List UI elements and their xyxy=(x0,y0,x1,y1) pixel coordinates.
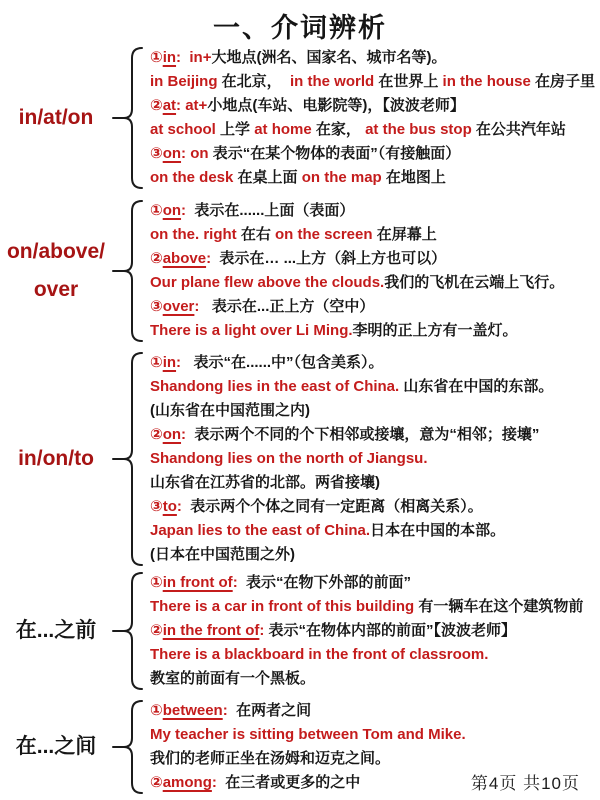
page-title: 一、介词辨析 xyxy=(213,13,387,43)
text-line xyxy=(150,247,600,271)
text-segment: 表示两个个体之同有一定距离（相离关系）。 xyxy=(190,498,483,515)
section-label xyxy=(0,199,112,343)
text-segment: 山东省在中国的东部。 xyxy=(399,378,554,395)
text-line xyxy=(150,399,600,423)
text-segment: : xyxy=(181,426,195,443)
text-segment: 李明的正上方有一盖灯。 xyxy=(352,322,518,339)
text-line xyxy=(150,619,600,643)
text-line xyxy=(150,271,600,295)
brace-column xyxy=(112,351,146,567)
text-segment: ① xyxy=(150,202,163,219)
text-line xyxy=(150,447,600,471)
text-line xyxy=(150,643,600,667)
section-brace xyxy=(112,351,146,567)
section-lines xyxy=(146,571,600,691)
text-segment: ③ xyxy=(150,298,163,315)
text-segment: My teacher is sitting between Tom and Mike. xyxy=(150,726,466,743)
keyword-underlined: on xyxy=(162,202,182,219)
text-segment: Shandong lies in the east of China. xyxy=(150,378,400,395)
text-segment: 在屏幕上 xyxy=(372,226,437,243)
text-segment: 表示“在物体内部的前面”【波波老师】 xyxy=(268,622,517,639)
section-1 xyxy=(0,199,600,343)
text-segment: at the bus stop xyxy=(365,121,472,138)
text-segment: in the world xyxy=(290,73,375,90)
text-segment: There is a car in front of this building xyxy=(150,598,419,615)
text-line xyxy=(150,295,600,319)
text-segment: 表示在… ...上方（斜上方也可以） xyxy=(219,250,447,267)
text-segment: : xyxy=(206,250,220,267)
text-segment: (山东省在中国范围之内) xyxy=(150,402,310,419)
text-segment: 在桌上面 xyxy=(233,169,302,186)
text-segment: : xyxy=(181,145,191,162)
text-segment: ② xyxy=(150,97,163,114)
text-segment: : xyxy=(194,298,212,315)
brace-column xyxy=(112,699,146,795)
text-segment: 表示在...正上方（空中） xyxy=(211,298,375,315)
text-segment: ② xyxy=(150,622,163,639)
text-line xyxy=(150,495,600,519)
text-segment: ① xyxy=(150,702,163,719)
text-segment: ② xyxy=(150,426,163,443)
text-line xyxy=(150,375,600,399)
text-segment: 上学 xyxy=(215,121,255,138)
text-segment: 表示“在......中”（包含美系）。 xyxy=(193,354,384,371)
text-segment: Japan lies to the east of China. xyxy=(150,522,371,539)
text-segment: on the. right xyxy=(150,226,237,243)
keyword-underlined: at xyxy=(162,97,177,114)
text-segment: 在三者或更多的之中 xyxy=(225,774,361,791)
text-line xyxy=(150,423,600,447)
keyword-underlined: in xyxy=(162,354,177,371)
text-segment: : xyxy=(259,622,269,639)
text-segment: : xyxy=(176,49,190,66)
keyword-underlined: above xyxy=(162,250,207,267)
text-segment: 表示“在物下外部的前面” xyxy=(246,574,412,591)
text-segment: ① xyxy=(150,354,163,371)
text-segment: 教室的前面有一个黑板。 xyxy=(150,670,316,687)
text-segment: (日本在中国范围之外) xyxy=(150,546,295,563)
keyword-underlined: in the front of xyxy=(162,622,260,639)
text-segment: : xyxy=(232,574,247,591)
text-segment: 表示“在某个物体的表面”（有接触面） xyxy=(212,145,461,162)
text-segment: ③ xyxy=(150,145,163,162)
section-brace xyxy=(112,199,146,343)
text-segment: 在地图上 xyxy=(381,169,446,186)
section-label xyxy=(0,351,112,567)
text-segment: : xyxy=(176,97,186,114)
keyword-underlined: in front of xyxy=(162,574,233,591)
text-segment: 在家， xyxy=(311,121,366,138)
text-line xyxy=(150,70,600,94)
keyword-underlined: among xyxy=(162,774,212,791)
text-segment: 日本在中国的本部。 xyxy=(370,522,506,539)
text-segment: 小地点(车站、电影院等)，【波波老师】 xyxy=(207,97,465,114)
section-label xyxy=(0,699,112,795)
text-segment: in+ xyxy=(189,49,212,66)
text-line xyxy=(150,351,600,375)
text-segment: 有一辆车在这个建筑物前 xyxy=(418,598,584,615)
text-segment: in the house xyxy=(442,73,531,90)
text-line xyxy=(150,142,600,166)
text-segment: 大地点(洲名、国家名、城市名等)。 xyxy=(211,49,447,66)
text-line xyxy=(150,519,600,543)
text-line xyxy=(150,199,600,223)
section-brace xyxy=(112,571,146,691)
text-segment: Our plane flew above the clouds. xyxy=(150,274,385,291)
section-2 xyxy=(0,351,600,567)
text-segment: on the screen xyxy=(275,226,373,243)
keyword-underlined: on xyxy=(162,145,182,162)
text-segment: ① xyxy=(150,574,163,591)
text-segment: in Beijing xyxy=(150,73,218,90)
text-segment: : xyxy=(181,202,195,219)
brace-column xyxy=(112,46,146,190)
text-segment: on xyxy=(190,145,213,162)
text-segment: 我们的老师正坐在汤姆和迈克之间。 xyxy=(150,750,391,767)
text-line xyxy=(150,699,600,723)
section-label-text: 在...之前 xyxy=(15,619,97,642)
text-segment: ① xyxy=(150,49,163,66)
section-lines xyxy=(146,351,600,567)
text-segment: : xyxy=(211,774,226,791)
text-segment: 在北京， xyxy=(217,73,291,90)
text-line xyxy=(150,46,600,70)
section-brace xyxy=(112,46,146,190)
section-3 xyxy=(0,571,600,691)
text-segment: at home xyxy=(254,121,312,138)
text-line xyxy=(150,747,600,771)
keyword-underlined: to xyxy=(162,498,177,515)
text-segment: 在公共汽年站 xyxy=(471,121,566,138)
text-segment: ② xyxy=(150,250,163,267)
section-label-text: in/at/on xyxy=(18,106,94,129)
text-segment: 我们的飞机在云端上飞行。 xyxy=(384,274,565,291)
brace-column xyxy=(112,571,146,691)
section-0 xyxy=(0,46,600,190)
text-segment: 表示在......上面（表面） xyxy=(194,202,355,219)
section-label xyxy=(0,571,112,691)
text-segment: 表示两个不同的个下相邻或接壤，意为“相邻；接壤” xyxy=(194,426,540,443)
text-line xyxy=(150,595,600,619)
text-segment: on the desk xyxy=(150,169,234,186)
section-label-text: on/above/ xyxy=(6,240,106,263)
text-segment: : xyxy=(176,498,191,515)
keyword-underlined: over xyxy=(162,298,195,315)
text-segment: on the map xyxy=(301,169,382,186)
text-segment: 山东省在江苏省的北部。两省接壤) xyxy=(150,474,380,491)
text-line xyxy=(150,166,600,190)
text-segment: ③ xyxy=(150,498,163,515)
text-segment: at+ xyxy=(185,97,208,114)
text-segment: There is a blackboard in the front of classroom. xyxy=(150,646,489,663)
section-label-text: in/on/to xyxy=(18,447,94,470)
text-segment: : xyxy=(222,702,237,719)
text-line xyxy=(150,543,600,567)
keyword-underlined: between xyxy=(162,702,223,719)
text-segment: 在世界上 xyxy=(374,73,443,90)
page-number: 第4页 共10页 xyxy=(470,774,580,793)
keyword-underlined: in xyxy=(162,49,177,66)
text-segment: 在房子里 xyxy=(530,73,596,90)
section-label-text: 在...之间 xyxy=(15,735,97,758)
text-segment: ② xyxy=(150,774,163,791)
text-segment: at school xyxy=(150,121,216,138)
text-segment: There is a light over Li Ming. xyxy=(150,322,353,339)
text-line xyxy=(150,94,600,118)
text-segment: 在两者之间 xyxy=(236,702,312,719)
text-segment: 在右 xyxy=(236,226,275,243)
keyword-underlined: on xyxy=(162,426,182,443)
text-line xyxy=(150,223,600,247)
text-segment: : xyxy=(176,354,194,371)
text-line xyxy=(150,319,600,343)
section-label xyxy=(0,46,112,190)
section-lines xyxy=(146,46,600,190)
section-lines xyxy=(146,199,600,343)
text-line xyxy=(150,471,600,495)
text-line xyxy=(150,667,600,691)
text-segment: Shandong lies on the north of Jiangsu. xyxy=(150,450,428,467)
section-brace xyxy=(112,699,146,795)
section-label-text: over xyxy=(33,278,79,301)
brace-column xyxy=(112,199,146,343)
text-line xyxy=(150,571,600,595)
text-line xyxy=(150,118,600,142)
text-line xyxy=(150,723,600,747)
